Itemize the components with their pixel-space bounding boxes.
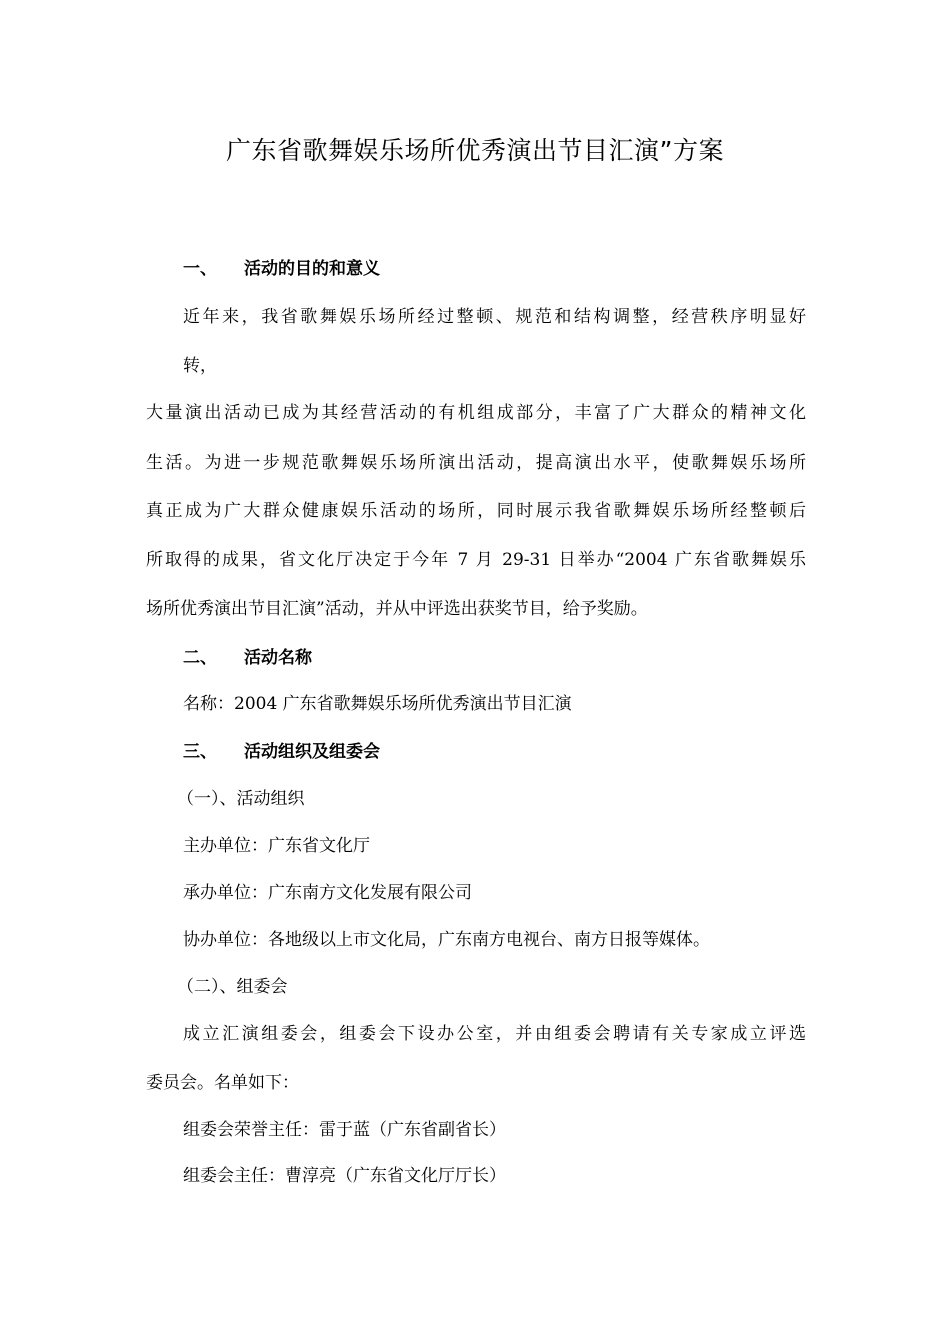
- section-heading: [183, 645, 312, 671]
- paragraph-line: 组委会荣誉主任：雷于蓝（广东省副省长）: [183, 1120, 506, 1140]
- paragraph-line: 近年来，我省歌舞娱乐场所经过整顿、规范和结构调整，经营秩序明显好: [183, 307, 806, 327]
- section-number: 一、: [183, 259, 217, 279]
- paragraph-line: 真正成为广大群众健康娱乐活动的场所，同时展示我省歌舞娱乐场所经整顿后: [146, 501, 806, 521]
- paragraph-line: 组委会主任：曹淳亮（广东省文化厅厅长）: [183, 1166, 506, 1186]
- section-number: 三、: [183, 742, 217, 762]
- subsection-heading: （一）、活动组织: [177, 789, 305, 809]
- document-title: 广东省歌舞娱乐场所优秀演出节目汇演”方案: [226, 136, 724, 165]
- paragraph-line: 转，: [183, 356, 217, 376]
- section-title: 活动名称: [244, 648, 312, 668]
- paragraph-line: 成立汇演组委会，组委会下设办公室，并由组委会聘请有关专家成立评选: [183, 1024, 806, 1044]
- paragraph-line: 场所优秀演出节目汇演”活动，并从中评选出获奖节目，给予奖励。: [146, 599, 648, 619]
- section-title: 活动组织及组委会: [244, 742, 380, 762]
- section-heading: [183, 256, 380, 282]
- section-title: 活动的目的和意义: [244, 259, 380, 279]
- subsection-heading: （二）、组委会: [177, 977, 288, 997]
- paragraph-line: 大量演出活动已成为其经营活动的有机组成部分，丰富了广大群众的精神文化: [146, 403, 806, 423]
- paragraph-line: 所取得的成果，省文化厅决定于今年 7 月 29-31 日举办“2004 广东省歌舞娱乐: [146, 550, 806, 570]
- paragraph-line: 名称：2004 广东省歌舞娱乐场所优秀演出节目汇演: [183, 694, 572, 714]
- paragraph-line: 承办单位：广东南方文化发展有限公司: [183, 883, 472, 903]
- paragraph-line: 主办单位：广东省文化厅: [183, 836, 370, 856]
- paragraph-line: 协办单位：各地级以上市文化局，广东南方电视台、南方日报等媒体。: [183, 930, 710, 950]
- paragraph-line: 委员会。名单如下：: [146, 1073, 299, 1093]
- section-number: 二、: [183, 648, 217, 668]
- section-heading: [183, 739, 380, 765]
- paragraph-line: 生活。为进一步规范歌舞娱乐场所演出活动，提高演出水平，使歌舞娱乐场所: [146, 453, 806, 473]
